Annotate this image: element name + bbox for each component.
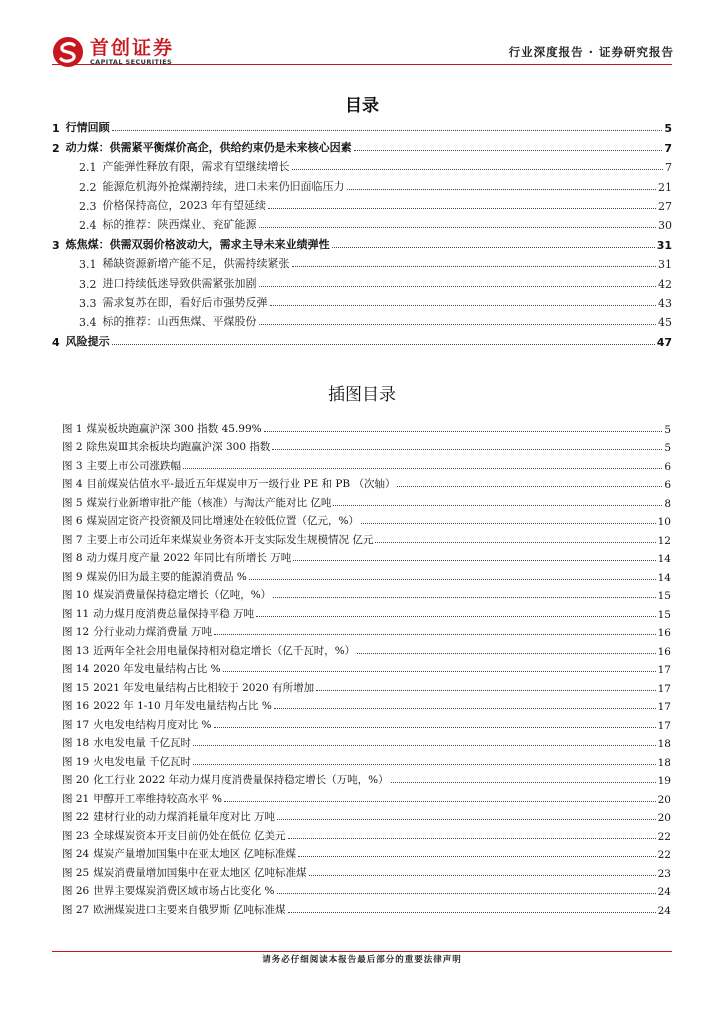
- figure-entry-title: 目前煤炭估值水平-最近五年煤炭申万一级行业 PE 和 PB （次轴）: [86, 478, 396, 490]
- figure-entry-page: 16: [657, 645, 671, 658]
- report-type-label: 行业深度报告 · 证券研究报告: [508, 45, 674, 59]
- toc-entry[interactable]: [52, 329, 672, 348]
- dot-leader: [347, 189, 657, 190]
- figure-entry-title: 化工行业 2022 年动力煤月度消费量保持稳定增长（万吨，%）: [93, 774, 389, 786]
- figure-entry[interactable]: [62, 695, 671, 714]
- figure-entry-title: 主要上市公司近年来煤炭业务资本开支实际发生规模情况 亿元: [86, 533, 374, 546]
- figure-entry-title: 煤炭产量增加国集中在亚太地区 亿吨标准煤: [93, 848, 297, 860]
- figure-entry-number: 图 10: [62, 589, 90, 601]
- figure-entry-page: 15: [657, 608, 671, 621]
- figure-entry[interactable]: [62, 547, 671, 566]
- figure-entry-page: 5: [664, 442, 671, 454]
- figure-entry[interactable]: [62, 676, 671, 695]
- figure-entry[interactable]: [62, 491, 671, 510]
- toc-entry-number: 2.3: [79, 199, 97, 213]
- figure-entry-number: 图 21: [62, 792, 90, 805]
- figure-entry-title: 甲醇开工率维持较高水平 %: [93, 792, 223, 805]
- figure-entry-number: 图 27: [62, 903, 90, 916]
- figure-entry-title: 建材行业的动力煤消耗量年度对比 万吨: [93, 811, 276, 823]
- figure-entry-title: 2022 年 1-10 月年发电量结构占比 %: [93, 700, 272, 712]
- dot-leader: [270, 305, 657, 306]
- figure-entry-title: 动力煤月度产量 2022 年同比有所增长 万吨: [86, 552, 292, 564]
- toc-entry[interactable]: [52, 271, 672, 290]
- figure-entry[interactable]: [62, 417, 671, 436]
- figure-entry-number: 图 24: [62, 848, 90, 860]
- figure-entry-number: 图 13: [62, 644, 90, 657]
- figure-entry-page: 6: [664, 479, 671, 491]
- figure-entry[interactable]: [62, 861, 671, 880]
- figure-entry[interactable]: [62, 454, 671, 473]
- brand-name-cn: 首创证券: [90, 37, 175, 59]
- table-of-contents: [52, 116, 672, 349]
- dot-leader: [256, 616, 656, 617]
- toc-entry-number: 2: [52, 141, 60, 155]
- figure-entry[interactable]: [62, 713, 671, 732]
- figure-entry-title: 火电发电量 千亿瓦时: [93, 755, 192, 768]
- toc-entry-title: 动力煤：供需紧平衡煤价高企，供给约束仍是未来核心因素: [65, 140, 352, 154]
- figure-entry-page: 14: [657, 571, 671, 584]
- dot-leader: [333, 505, 662, 506]
- toc-entry-title: 风险提示: [65, 334, 110, 348]
- figure-entry-page: 22: [657, 849, 671, 861]
- toc-entry-number: 2.1: [79, 161, 97, 175]
- dot-leader: [309, 875, 656, 876]
- toc-entry-title: 能源危机海外抢煤潮持续，进口未来仍旧面临压力: [102, 179, 345, 193]
- figure-entry-page: 14: [657, 553, 671, 565]
- figure-entry-page: 22: [657, 830, 671, 843]
- toc-entry-title: 价格保持高位，2023 年有望延续: [102, 198, 266, 212]
- toc-entry-page: 45: [658, 316, 672, 330]
- figure-entry[interactable]: [62, 824, 671, 843]
- dot-leader: [183, 468, 662, 469]
- dot-leader: [292, 169, 664, 170]
- figure-entry-title: 全球煤炭资本开支目前仍处在低位 亿美元: [93, 829, 286, 842]
- toc-entry-page: 5: [664, 122, 672, 136]
- figure-entry-title: 煤炭仍旧为最主要的能源消费品 %: [86, 570, 247, 583]
- dot-leader: [274, 708, 656, 709]
- toc-entry-title: 稀缺资源新增产能不足，供需持续紧张: [102, 257, 290, 271]
- footer-divider: [52, 951, 672, 952]
- figure-entry-number: 图 16: [62, 700, 90, 712]
- dot-leader: [277, 819, 656, 820]
- list-of-figures: [62, 417, 671, 917]
- figure-entry-number: 图 18: [62, 737, 90, 749]
- dot-leader: [277, 893, 656, 894]
- toc-entry[interactable]: [52, 155, 672, 174]
- toc-entry-page: 21: [658, 180, 672, 194]
- figure-entry-page: 20: [657, 793, 671, 806]
- figure-entry-title: 煤炭消费量增加国集中在亚太地区 亿吨标准煤: [93, 866, 307, 879]
- dot-leader: [293, 560, 655, 561]
- toc-entry-number: 3.2: [79, 277, 97, 291]
- figure-entry-title: 分行业动力煤消费量 万吨: [93, 626, 213, 638]
- figure-entry-title: 水电发电量 千亿瓦时: [93, 737, 192, 749]
- dot-leader: [316, 690, 655, 691]
- toc-entry[interactable]: [52, 174, 672, 193]
- toc-entry-page: 30: [658, 219, 672, 233]
- figure-entry-title: 2021 年发电量结构占比相较于 2020 有所增加: [93, 681, 315, 694]
- figure-entry[interactable]: [62, 565, 671, 584]
- dot-leader: [259, 324, 657, 325]
- toc-entry-page: 7: [664, 141, 672, 155]
- figure-entry-page: 6: [664, 460, 671, 473]
- toc-entry-title: 进口持续低迷导致供需紧张加剧: [102, 276, 257, 290]
- figure-entry-page: 17: [657, 719, 671, 732]
- toc-entry-title: 需求复苏在即，看好后市强势反弹: [102, 295, 268, 309]
- dot-leader: [259, 286, 657, 287]
- figure-entry-number: 图 14: [62, 663, 90, 675]
- figure-entry-page: 18: [657, 756, 671, 769]
- figure-entry-title: 煤炭固定资产投资额及同比增速处在较低位置（亿元，%）: [86, 515, 360, 527]
- figure-entry[interactable]: [62, 880, 671, 899]
- toc-entry-number: 3.4: [79, 316, 97, 330]
- toc-entry[interactable]: [52, 252, 672, 271]
- figure-entry-page: 16: [657, 627, 671, 639]
- dot-leader: [264, 431, 663, 432]
- toc-entry-number: 2.4: [79, 219, 97, 233]
- toc-entry-title: 炼焦煤：供需双弱价格波动大，需求主导未来业绩弹性: [65, 237, 330, 251]
- figure-entry[interactable]: [62, 436, 671, 455]
- figure-entry-page: 8: [664, 497, 671, 510]
- figure-entry-number: 图 4: [62, 478, 83, 490]
- figure-entry[interactable]: [62, 639, 671, 658]
- brand-name-en: CAPITAL SECURITIES: [90, 58, 173, 66]
- figure-entry[interactable]: [62, 732, 671, 751]
- figure-entry-page: 19: [657, 775, 671, 787]
- dot-leader: [288, 838, 656, 839]
- toc-entry-page: 27: [658, 199, 672, 213]
- figure-entry[interactable]: [62, 750, 671, 769]
- figure-entry-number: 图 26: [62, 885, 90, 897]
- dot-leader: [292, 266, 657, 267]
- figure-entry-number: 图 5: [62, 496, 83, 509]
- figure-entry-number: 图 25: [62, 866, 90, 879]
- header-divider: [52, 64, 672, 65]
- toc-entry[interactable]: [52, 232, 672, 251]
- figure-entry-title: 煤炭板块跑赢沪深 300 指数 45.99%: [86, 422, 262, 435]
- figure-entry[interactable]: [62, 473, 671, 492]
- dot-leader: [214, 634, 656, 635]
- figure-entry-title: 2020 年发电量结构占比 %: [93, 663, 221, 675]
- figure-entry-title: 欧洲煤炭进口主要来自俄罗斯 亿吨标准煤: [93, 903, 286, 916]
- figure-entry-page: 20: [657, 812, 671, 824]
- toc-entry-number: 1: [52, 122, 60, 136]
- dot-leader: [288, 912, 656, 913]
- figure-entry-title: 近两年全社会用电量保持相对稳定增长（亿千瓦时，%）: [93, 644, 356, 657]
- dot-leader: [249, 579, 656, 580]
- dot-leader: [268, 208, 656, 209]
- dot-leader: [259, 227, 657, 228]
- figure-entry-number: 图 2: [62, 441, 83, 453]
- figure-entry-title: 火电发电结构月度对比 %: [93, 718, 212, 731]
- figure-entry[interactable]: [62, 510, 671, 529]
- figure-entry-number: 图 12: [62, 626, 90, 638]
- toc-entry-page: 31: [656, 238, 672, 252]
- figure-entry-page: 12: [657, 534, 671, 547]
- toc-entry[interactable]: [52, 291, 672, 310]
- figure-entry-page: 5: [664, 423, 671, 436]
- figure-entry-number: 图 23: [62, 829, 90, 842]
- figure-entry-number: 图 11: [62, 607, 90, 620]
- toc-entry[interactable]: [52, 194, 672, 213]
- figure-entry-page: 18: [657, 738, 671, 750]
- dot-leader: [357, 653, 655, 654]
- figure-entry-page: 24: [657, 904, 671, 917]
- toc-entry[interactable]: [52, 135, 672, 154]
- figure-entry-number: 图 17: [62, 718, 90, 731]
- figure-entry-number: 图 9: [62, 570, 83, 583]
- dot-leader: [391, 782, 656, 783]
- legal-disclaimer: 请务必仔细阅读本报告最后部分的重要法律声明: [262, 955, 462, 965]
- figure-entry-number: 图 1: [62, 422, 83, 435]
- figure-entry-number: 图 3: [62, 459, 83, 472]
- toc-entry-number: 2.2: [79, 180, 97, 194]
- figure-entry[interactable]: [62, 584, 671, 603]
- dot-leader: [272, 449, 662, 450]
- figure-entry[interactable]: [62, 658, 671, 677]
- toc-entry-page: 47: [656, 335, 672, 349]
- figure-entry-title: 动力煤月度消费总量保持平稳 万吨: [93, 607, 255, 620]
- toc-entry-number: 3.1: [79, 258, 97, 272]
- figure-entry-page: 23: [657, 867, 671, 880]
- dot-leader: [354, 150, 663, 151]
- toc-entry-page: 31: [658, 258, 672, 272]
- dot-leader: [112, 130, 663, 131]
- dot-leader: [112, 344, 655, 345]
- figure-entry-number: 图 7: [62, 533, 83, 546]
- figure-entry-title: 煤炭行业新增审批产能（核准）与淘汰产能对比 亿吨: [86, 496, 332, 509]
- dot-leader: [193, 764, 656, 765]
- figure-entry-number: 图 8: [62, 552, 83, 564]
- dot-leader: [214, 727, 656, 728]
- figure-entry-page: 10: [657, 516, 671, 528]
- dot-leader: [298, 856, 656, 857]
- figure-entry-title: 世界主要煤炭消费区域市场占比变化 %: [93, 885, 275, 897]
- figure-entry[interactable]: [62, 621, 671, 640]
- toc-entry[interactable]: [52, 116, 672, 135]
- figure-entry[interactable]: [62, 806, 671, 825]
- dot-leader: [223, 671, 656, 672]
- toc-entry-title: 行情回顾: [65, 121, 110, 135]
- toc-entry-title: 标的推荐：山西焦煤、平煤股份: [102, 315, 257, 329]
- toc-title: 目录: [345, 96, 379, 116]
- toc-entry[interactable]: [52, 213, 672, 232]
- toc-entry-title: 产能弹性释放有限，需求有望继续增长: [102, 160, 290, 174]
- figure-entry[interactable]: [62, 843, 671, 862]
- figure-entry-page: 24: [657, 886, 671, 898]
- toc-entry-number: 3: [52, 238, 60, 252]
- figure-entry-number: 图 20: [62, 774, 90, 786]
- toc-entry-number: 4: [52, 335, 60, 349]
- figure-entry-title: 除焦炭Ⅲ其余板块均跑赢沪深 300 指数: [86, 441, 271, 453]
- dot-leader: [193, 745, 656, 746]
- dot-leader: [375, 542, 655, 543]
- figure-entry-title: 主要上市公司涨跌幅: [86, 459, 182, 472]
- figure-entry[interactable]: [62, 787, 671, 806]
- figure-entry[interactable]: [62, 769, 671, 788]
- figure-entry-page: 17: [657, 664, 671, 676]
- figures-title: 插图目录: [328, 385, 396, 405]
- figure-entry-number: 图 22: [62, 811, 90, 823]
- figure-entry-number: 图 6: [62, 515, 83, 527]
- figure-entry-number: 图 15: [62, 681, 90, 694]
- figure-entry-page: 17: [657, 701, 671, 713]
- figure-entry-page: 17: [657, 682, 671, 695]
- dot-leader: [224, 801, 656, 802]
- figure-entry-title: 煤炭消费量保持稳定增长（亿吨，%）: [93, 589, 272, 601]
- toc-entry-page: 7: [665, 161, 672, 175]
- figure-entry[interactable]: [62, 602, 671, 621]
- figure-entry-number: 图 19: [62, 755, 90, 768]
- toc-entry-title: 标的推荐：陕西煤业、兖矿能源: [102, 218, 257, 232]
- dot-leader: [397, 486, 662, 487]
- dot-leader: [361, 523, 656, 524]
- dot-leader: [273, 597, 655, 598]
- toc-entry-page: 42: [658, 277, 672, 291]
- toc-entry[interactable]: [52, 310, 672, 329]
- figure-entry[interactable]: [62, 528, 671, 547]
- page-header: [0, 0, 724, 70]
- figure-entry[interactable]: [62, 898, 671, 917]
- toc-entry-page: 43: [658, 296, 672, 310]
- dot-leader: [332, 247, 655, 248]
- toc-entry-number: 3.3: [79, 296, 97, 310]
- figure-entry-page: 15: [657, 590, 671, 602]
